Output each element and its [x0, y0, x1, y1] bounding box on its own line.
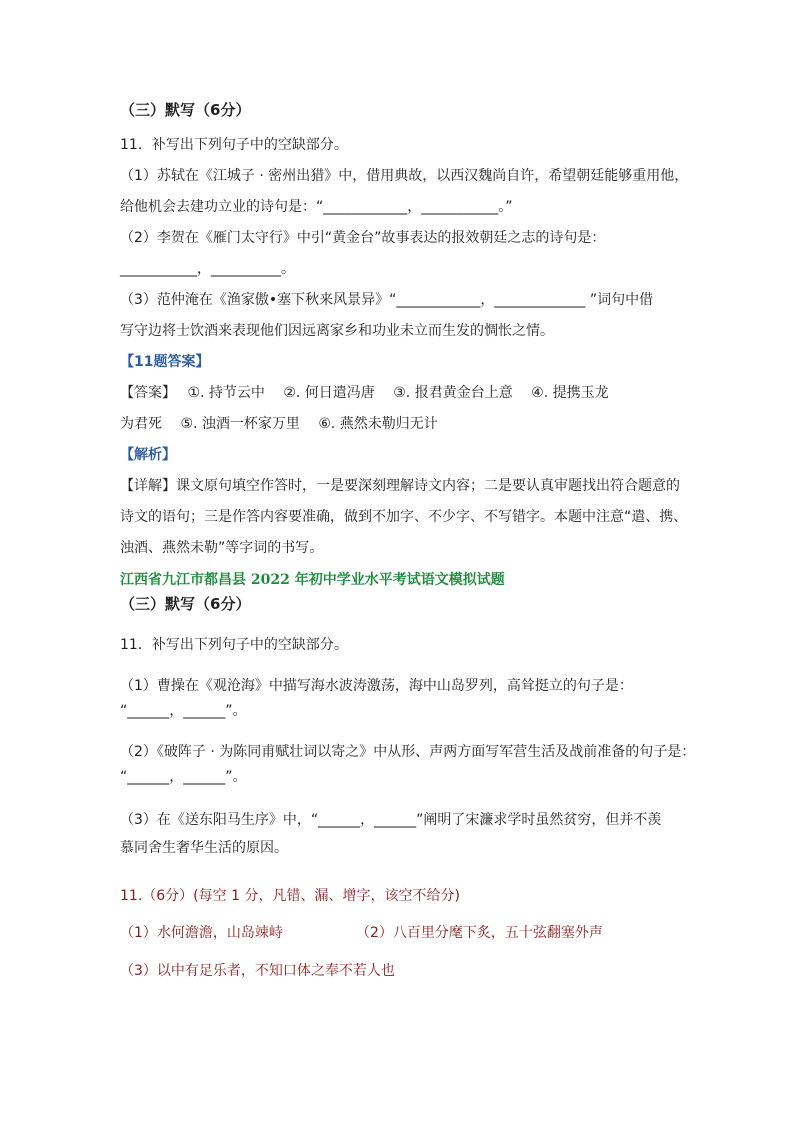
question-2-1-text: （1）曹操在《观沧海》中描写海水波涛激荡，海中山岛罗列，高耸挺立的句子是：: [120, 678, 633, 694]
answer-2-header: 11.（6分）(每空 1 分，凡错、漏、增字，该空不给分): [120, 888, 460, 904]
question-2-3-text-cont: 慕同舍生奢华生活的原因。: [120, 840, 288, 856]
answer-2-c: （3）以中有足乐者，不知口体之奉不若人也: [120, 963, 395, 979]
question-2-2-blank: “______，______”。: [120, 769, 247, 785]
question-2-blank: ___________，__________。: [120, 261, 295, 277]
question-intro-2: 11．补写出下列句子中的空缺部分。: [120, 637, 348, 653]
question-intro: 11．补写出下列句子中的空缺部分。: [120, 137, 348, 153]
detail-line-2: 诗文的语句；三是作答内容要准确，做到不加字、不少字、不写错字。本题中注意“遣、携、: [120, 509, 688, 525]
question-3-text: （3）范仲淹在《渔家傲•塞下秋来风景异》“____________，_____________ ”词句中借: [120, 292, 654, 308]
source-heading: 江西省九江市都昌县 2022 年初中学业水平考试语文模拟试题: [120, 572, 505, 588]
question-3-text-cont: 写守边将士饮酒来表现他们因远离家乡和功业未立而生发的惆怅之情。: [120, 323, 554, 339]
question-2-2-text: （2）《破阵子 · 为陈同甫赋壮词以寄之》中从形、声两方面写军营生活及战前准备的句子是：: [120, 744, 696, 760]
question-2-text: （2）李贺在《雁门太守行》中引“黄金台”故事表达的报效朝廷之志的诗句是：: [120, 230, 606, 246]
answer-line: 【答案】 ①. 持节云中 ②. 何日遣冯唐 ③. 报君黄金台上意 ④. 提携玉龙: [120, 385, 609, 401]
section-title-2: （三）默写（6分）: [120, 595, 251, 613]
answer-line-cont: 为君死 ⑤. 浊酒一杯家万里 ⑥. 燕然未勒归无计: [120, 416, 438, 432]
answer-2-b: （2）八百里分麾下炙，五十弦翻塞外声: [356, 925, 603, 941]
question-2-1-blank: “______，______”。: [120, 703, 247, 719]
question-1-text: （1）苏轼在《江城子 · 密州出猎》中，借用典故，以西汉魏尚自许，希望朝廷能够重用他，: [120, 168, 689, 184]
question-2-3-text: （3）在《送东阳马生序》中，“______，______”阐明了宋濂求学时虽然贫穷，但并不羡: [120, 812, 662, 828]
answer-header: 【11题答案】: [120, 354, 210, 370]
analysis-header: 【解析】: [120, 447, 176, 463]
detail-line-3: 浊酒、燕然未勒”等字词的书写。: [120, 540, 324, 556]
answer-2-a: （1）水何澹澹，山岛竦峙: [120, 925, 283, 941]
question-1-blank: 给他机会去建功立业的诗句是：“____________，___________。”: [120, 199, 513, 215]
detail-line-1: 【详解】课文原句填空作答时，一是要深刻理解诗文内容；二是要认真审题找出符合题意的: [120, 478, 680, 494]
section-title: （三）默写（6分）: [120, 101, 251, 119]
